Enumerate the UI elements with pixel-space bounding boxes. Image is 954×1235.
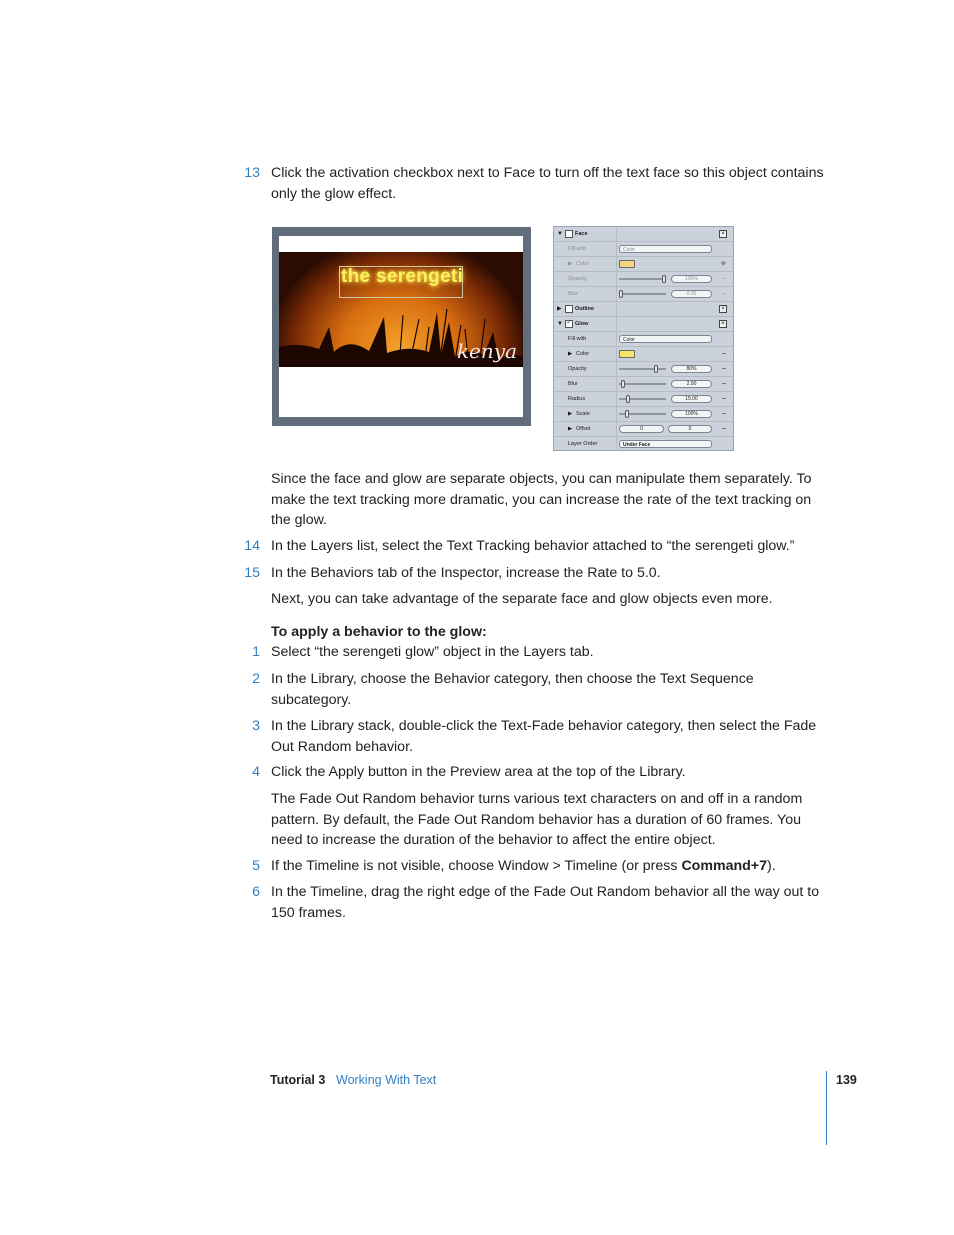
blur-label: Blur [568, 291, 578, 297]
sunset-photo [279, 252, 523, 367]
opacity-field[interactable]: 100% [671, 275, 712, 283]
step-number: 2 [252, 671, 260, 687]
action-icon[interactable]: – [722, 410, 726, 417]
action-icon[interactable]: – [722, 350, 726, 357]
inspector-panel-figure [553, 226, 734, 451]
step-number: 13 [244, 165, 260, 181]
fill-with-label: Fill with [568, 246, 587, 252]
step-number: 5 [252, 858, 260, 874]
glow-offset-row [554, 422, 733, 437]
face-section-row[interactable] [554, 227, 733, 242]
slider-knob[interactable] [621, 380, 625, 388]
glow-radius-row [554, 392, 733, 407]
step-number: 15 [244, 565, 260, 581]
step-number: 14 [244, 538, 260, 554]
color-label: Color [576, 261, 590, 267]
disclosure-triangle-icon[interactable]: ▶ [568, 351, 573, 357]
action-icon[interactable]: – [722, 425, 726, 432]
color-label: Color [576, 351, 590, 357]
radius-label: Radius [568, 396, 586, 402]
face-opacity-row [554, 272, 733, 287]
slider-knob[interactable] [654, 365, 658, 373]
step-text: Click the Apply button in the Preview area at the top of the Library. [271, 764, 686, 780]
kenya-watermark: kenya [456, 339, 517, 363]
slider-knob[interactable] [662, 275, 666, 283]
disclosure-triangle-icon[interactable]: ▶ [568, 261, 573, 267]
paragraph: Since the face and glow are separate objects, you can manipulate them separately. To make the text tracking more dramatic, you can increase the rate of the text tracking on the glow. [271, 471, 812, 528]
footer-chapter: Tutorial 3 [270, 1073, 326, 1087]
glow-blur-row [554, 377, 733, 392]
row-label-cell [554, 227, 617, 241]
offset-label: Offset [576, 426, 591, 432]
blur-field[interactable]: 0.00 [671, 290, 712, 298]
fill-with-label: Fill with [568, 336, 587, 342]
scale-label: Scale [576, 411, 590, 417]
disclosure-triangle-icon[interactable]: ▼ [557, 231, 563, 237]
keyboard-shortcut: Command+7 [681, 858, 767, 874]
outline-label: Outline [575, 306, 594, 312]
action-icon[interactable]: – [722, 380, 726, 387]
offset-y-field[interactable]: 0 [668, 425, 712, 433]
action-icon[interactable]: – [722, 275, 726, 282]
step-text: In the Layers list, select the Text Tracking behavior attached to “the serengeti glow.” [271, 538, 795, 554]
disclosure-triangle-icon[interactable]: ▶ [557, 306, 562, 312]
slider-knob[interactable] [625, 410, 629, 418]
task-heading: To apply a behavior to the glow: [271, 624, 487, 640]
action-icon[interactable]: – [722, 365, 726, 372]
canvas-frame [279, 236, 523, 417]
step-text [271, 856, 826, 877]
glow-label: Glow [575, 321, 589, 327]
opacity-label: Opacity [568, 276, 587, 282]
fill-with-popup[interactable]: Color [619, 245, 712, 253]
color-well[interactable] [619, 260, 635, 268]
step-text-part: ). [766, 858, 776, 874]
blur-slider[interactable] [619, 293, 666, 295]
glow-layer-order-row [554, 437, 733, 452]
keyframe-icon[interactable]: ◆ [720, 260, 726, 267]
step-number: 3 [252, 718, 260, 734]
canvas-preview-figure [272, 227, 531, 426]
action-icon[interactable]: – [722, 290, 726, 297]
glow-scale-row [554, 407, 733, 422]
step-number: 1 [252, 644, 260, 660]
slider-knob[interactable] [619, 290, 623, 298]
outline-section-row[interactable] [554, 302, 733, 317]
face-activation-checkbox[interactable] [565, 230, 573, 238]
step-text-part: If the Timeline is not visible, choose Window > Timeline (or press [271, 858, 682, 874]
face-color-row [554, 257, 733, 272]
blur-field[interactable]: 2.00 [671, 380, 712, 388]
footer-divider [826, 1071, 827, 1145]
paragraph: The Fade Out Random behavior turns various text characters on and off in a random pattern. By default, the Fade Out Random behavior has a duration of 60 frames. You need to increase the duration of the behavior to affect the entire object. [271, 791, 803, 848]
opacity-field[interactable]: 80% [671, 365, 712, 373]
reset-icon[interactable]: × [719, 320, 727, 328]
reset-icon[interactable]: × [719, 230, 727, 238]
glow-color-row [554, 347, 733, 362]
page-number: 139 [836, 1073, 857, 1087]
opacity-slider[interactable] [619, 278, 666, 280]
blur-slider[interactable] [619, 383, 666, 385]
face-fill-with-row [554, 242, 733, 257]
reset-icon[interactable]: × [719, 305, 727, 313]
face-blur-row [554, 287, 733, 302]
color-well[interactable] [619, 350, 635, 358]
paragraph: Next, you can take advantage of the separate face and glow objects even more. [271, 591, 773, 607]
step-text: In the Library stack, double-click the Text-Fade behavior category, then select the Fade Out Random behavior. [271, 718, 817, 755]
step-text: In the Behaviors tab of the Inspector, increase the Rate to 5.0. [271, 565, 661, 581]
face-label: Face [575, 231, 588, 237]
step-number: 6 [252, 884, 260, 900]
opacity-slider[interactable] [619, 368, 666, 370]
step-text: In the Library, choose the Behavior category, then choose the Text Sequence subcategory. [271, 671, 754, 708]
offset-x-field[interactable]: 0 [619, 425, 664, 433]
step-text: Click the activation checkbox next to Face to turn off the text face so this object contains only the glow effect. [271, 165, 824, 202]
opacity-label: Opacity [568, 366, 587, 372]
glow-opacity-row [554, 362, 733, 377]
action-icon[interactable]: – [722, 395, 726, 402]
radius-slider[interactable] [619, 398, 666, 400]
glow-section-row[interactable] [554, 317, 733, 332]
layer-order-label: Layer Order [568, 441, 598, 447]
glow-text-object[interactable]: the serengeti [341, 266, 464, 287]
step-text: In the Timeline, drag the right edge of the Fade Out Random behavior all the way out to 150 frames. [271, 884, 820, 921]
step-text: Select “the serengeti glow” object in the Layers tab. [271, 644, 594, 660]
disclosure-triangle-icon[interactable]: ▶ [568, 411, 573, 417]
blur-label: Blur [568, 381, 578, 387]
scale-slider[interactable] [619, 413, 666, 415]
disclosure-triangle-icon[interactable]: ▼ [557, 321, 563, 327]
step-number: 4 [252, 764, 260, 780]
radius-field[interactable]: 15.00 [671, 395, 712, 403]
scale-field[interactable]: 100% [671, 410, 712, 418]
slider-knob[interactable] [626, 395, 630, 403]
outline-activation-checkbox[interactable] [565, 305, 573, 313]
glow-fill-with-row [554, 332, 733, 347]
disclosure-triangle-icon[interactable]: ▶ [568, 426, 573, 432]
glow-activation-checkbox[interactable]: ✓ [566, 320, 572, 326]
layer-order-popup[interactable]: Under Face [619, 440, 712, 448]
fill-with-popup[interactable]: Color [619, 335, 712, 343]
footer-title: Working With Text [336, 1073, 437, 1087]
